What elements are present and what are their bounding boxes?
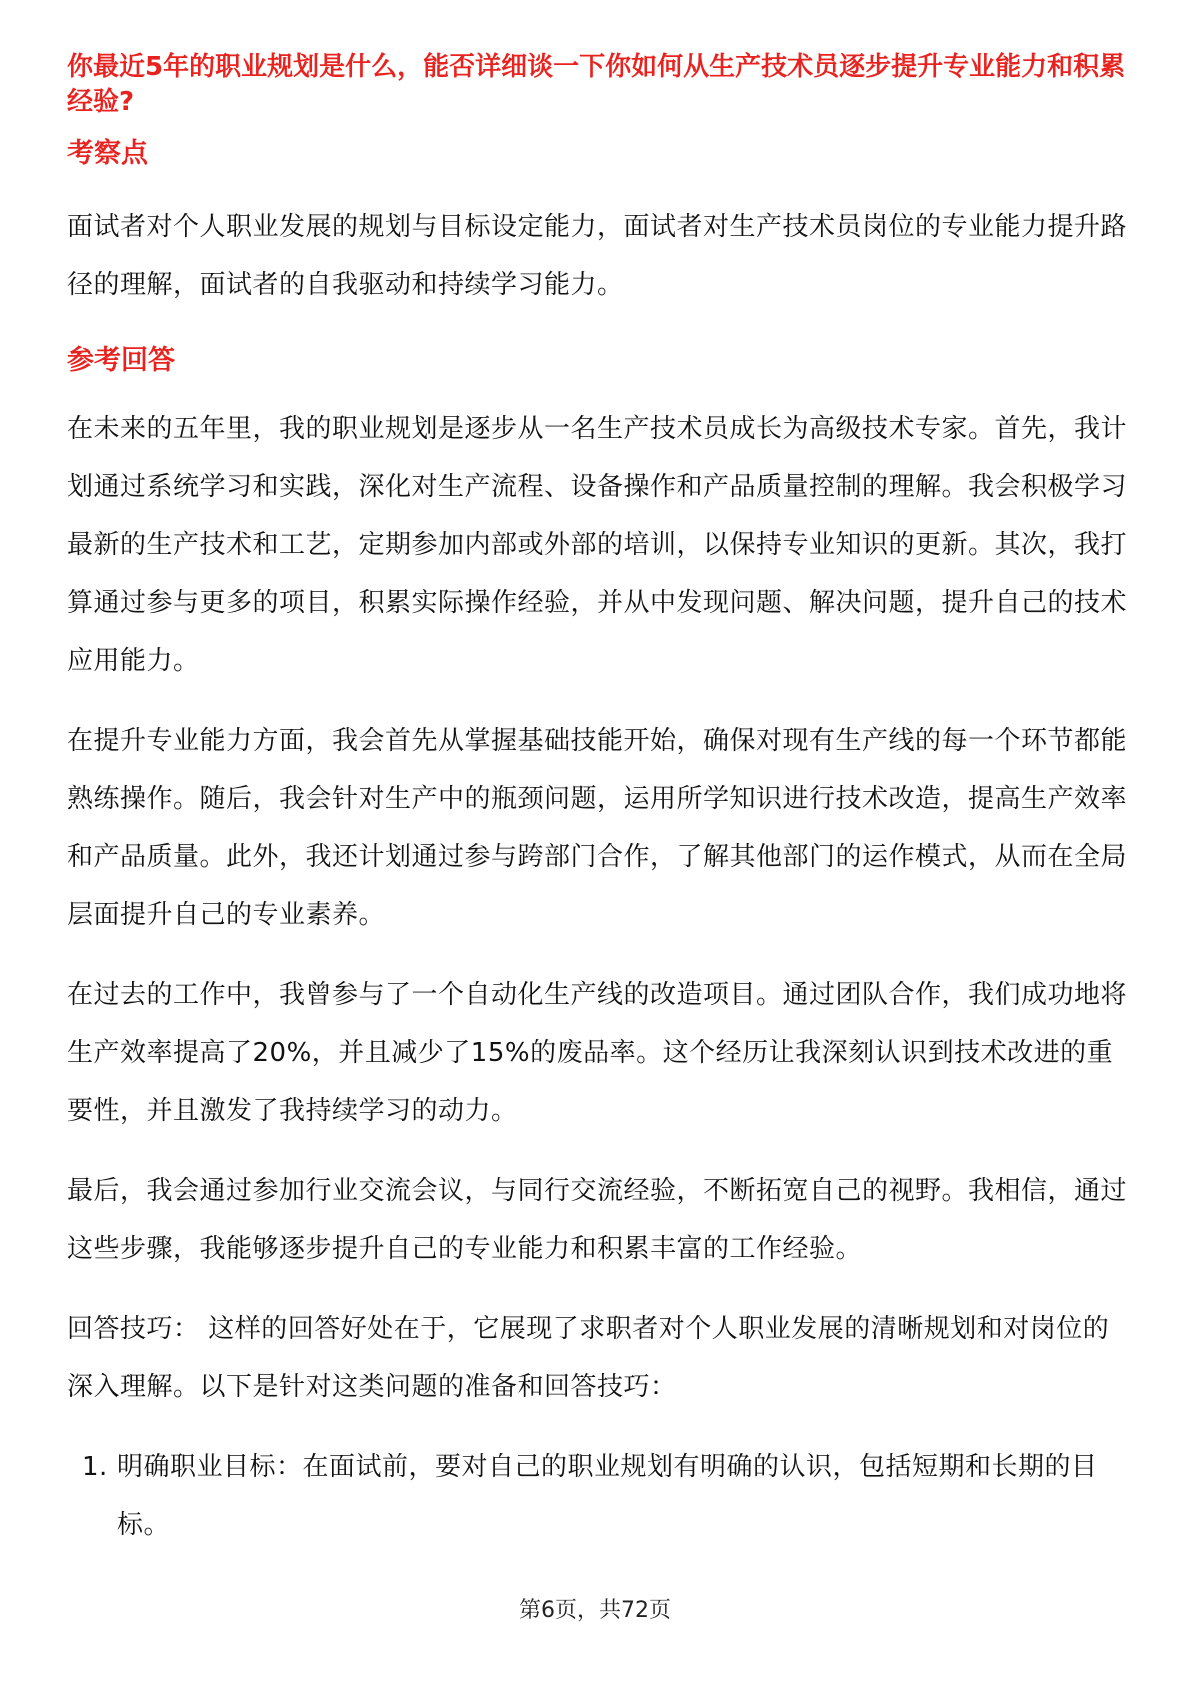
answer-paragraph: 在提升专业能力方面，我会首先从掌握基础技能开始，确保对现有生产线的每一个环节都能熟练操作。随后，我会针对生产中的瓶颈问题，运用所学知识进行技术改造，提高生产效率和产品质量。此外，我还计划通过参与跨部门合作，了解其他部门的运作模式，从而在全局层面提升自己的专业素养。 — [67, 726, 1128, 930]
answer-paragraph: 在过去的工作中，我曾参与了一个自动化生产线的改造项目。通过团队合作，我们成功地将生产效率提高了20%，并且减少了15%的废品率。这个经历让我深刻认识到技术改进的重要性，并且激发了我持续学习的动力。 — [67, 980, 1128, 1126]
exam-points-heading: 考察点 — [67, 138, 148, 169]
page-footer: 第6页，共72页 — [519, 1598, 671, 1623]
document-page — [67, 50, 1127, 1554]
exam-points-text: 面试者对个人职业发展的规划与目标设定能力，面试者对生产技术员岗位的专业能力提升路径的理解，面试者的自我驱动和持续学习能力。 — [67, 212, 1128, 300]
question-title: 你最近5年的职业规划是什么，能否详细谈一下你如何从生产技术员逐步提升专业能力和积累经验? — [67, 52, 1126, 117]
list-item-number: 1. — [82, 1452, 108, 1482]
reference-answer-heading: 参考回答 — [67, 345, 175, 376]
tips-text: 回答技巧： 这样的回答好处在于，它展现了求职者对个人职业发展的清晰规划和对岗位的深入理解。以下是针对这类问题的准备和回答技巧： — [67, 1314, 1110, 1402]
list-item-text: 明确职业目标：在面试前，要对自己的职业规划有明确的认识，包括短期和长期的目标。 — [117, 1452, 1098, 1540]
tips-list-item — [67, 1438, 1127, 1554]
answer-paragraph: 最后，我会通过参加行业交流会议，与同行交流经验，不断拓宽自己的视野。我相信，通过这些步骤，我能够逐步提升自己的专业能力和积累丰富的工作经验。 — [67, 1176, 1128, 1264]
answer-paragraph: 在未来的五年里，我的职业规划是逐步从一名生产技术员成长为高级技术专家。首先，我计划通过系统学习和实践，深化对生产流程、设备操作和产品质量控制的理解。我会积极学习最新的生产技术和工艺，定期参加内部或外部的培训，以保持专业知识的更新。其次，我打算通过参与更多的项目，积累实际操作经验，并从中发现问题、解决问题，提升自己的技术应用能力。 — [67, 414, 1128, 676]
